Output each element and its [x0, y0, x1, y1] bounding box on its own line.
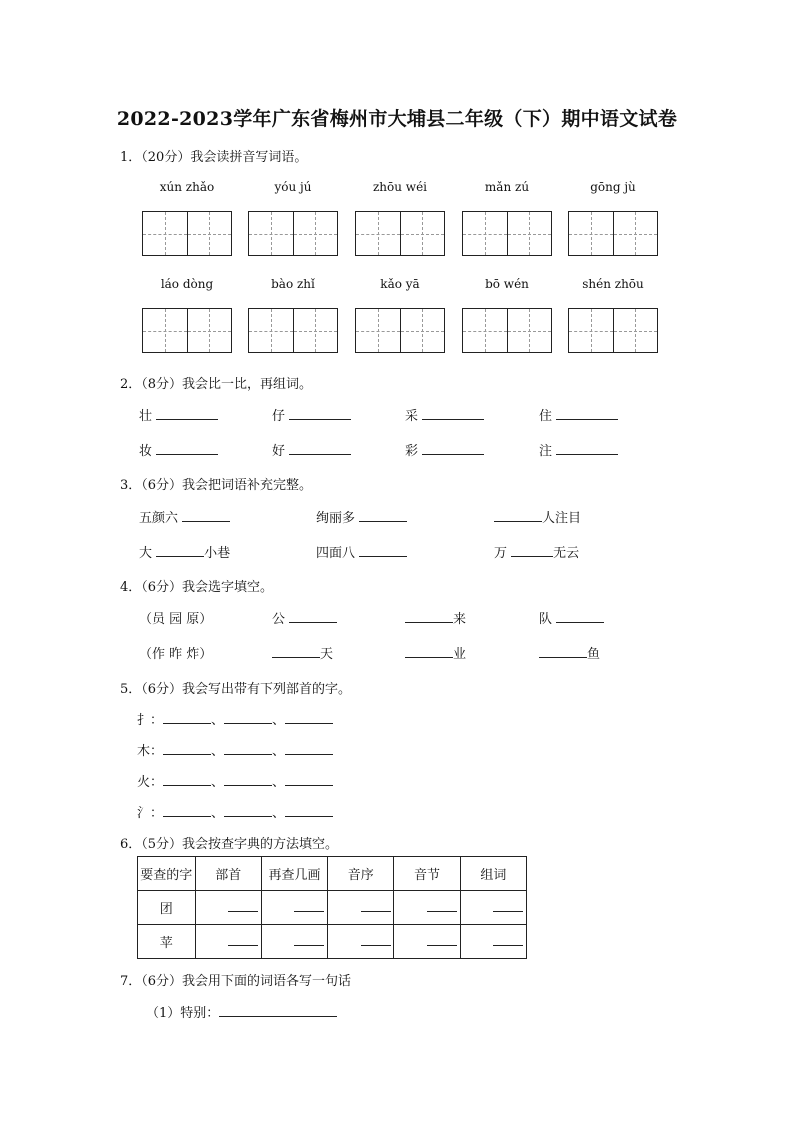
radical-label: 木： [137, 744, 164, 759]
options-label: （员 园 原） [139, 612, 213, 627]
writing-grid[interactable] [355, 308, 445, 353]
answer-blank[interactable] [224, 740, 272, 755]
answer-blank[interactable] [285, 802, 333, 817]
column-header: 音序 [328, 857, 394, 891]
answer-blank[interactable] [422, 405, 484, 420]
writing-grid[interactable] [142, 211, 232, 256]
answer-blank[interactable] [224, 709, 272, 724]
char-label: 壮 [139, 409, 153, 424]
pinyin-label: zhōu wéi [372, 180, 428, 194]
writing-grid[interactable] [142, 308, 232, 353]
answer-cell[interactable] [261, 891, 327, 925]
answer-blank[interactable] [156, 405, 218, 420]
char-label: 采 [405, 409, 419, 424]
question-6-header: 6．（5分）我会按查字典的方法填空。 [120, 837, 339, 852]
idiom-part: 大 [139, 546, 153, 561]
column-header: 部首 [195, 857, 261, 891]
table-row [138, 891, 527, 925]
question-2-header: 2．（8分）我会比一比，再组词。 [120, 377, 313, 392]
answer-blank[interactable] [556, 440, 618, 455]
answer-cell[interactable] [261, 925, 327, 959]
char-label: 队 [539, 612, 553, 627]
answer-blank[interactable] [539, 643, 587, 658]
answer-blank[interactable] [285, 740, 333, 755]
writing-grid[interactable] [568, 211, 658, 256]
answer-cell[interactable] [460, 925, 526, 959]
writing-grid[interactable] [462, 308, 552, 353]
idiom-part: 人注目 [542, 511, 582, 526]
idiom-part: 绚丽多 [316, 511, 356, 526]
char-label: 仔 [272, 409, 286, 424]
answer-cell[interactable] [195, 891, 261, 925]
answer-blank[interactable] [272, 643, 320, 658]
answer-blank[interactable] [219, 1002, 337, 1017]
separator: 、 [272, 713, 286, 728]
pinyin-label: láo dòng [160, 277, 214, 291]
separator: 、 [211, 713, 225, 728]
table-header-row [138, 857, 527, 891]
char-label: 鱼 [587, 647, 601, 662]
answer-cell[interactable] [460, 891, 526, 925]
answer-blank[interactable] [556, 405, 618, 420]
question-7-header: 7．（6分）我会用下面的词语各写一句话 [120, 974, 352, 989]
question-4-header: 4．（6分）我会选字填空。 [120, 580, 274, 595]
radical-label: 扌： [137, 713, 164, 728]
lookup-char: 苹 [138, 925, 196, 959]
answer-blank[interactable] [289, 405, 351, 420]
writing-grid[interactable] [248, 308, 338, 353]
answer-blank[interactable] [285, 709, 333, 724]
answer-blank[interactable] [163, 771, 211, 786]
answer-cell[interactable] [394, 925, 460, 959]
writing-grid[interactable] [355, 211, 445, 256]
idiom-part: 小巷 [204, 546, 231, 561]
pinyin-label: gōng jù [590, 180, 636, 194]
answer-blank[interactable] [289, 608, 337, 623]
idiom-part: 无云 [553, 546, 580, 561]
column-header: 再查几画 [261, 857, 327, 891]
answer-blank[interactable] [163, 802, 211, 817]
pinyin-label: xún zhǎo [159, 180, 215, 194]
question-5-header: 5．（6分）我会写出带有下列部首的字。 [120, 682, 352, 697]
idiom-part: 五颜六 [139, 511, 179, 526]
pinyin-label: yóu jú [274, 180, 312, 194]
char-label: 妆 [139, 444, 153, 459]
answer-cell[interactable] [195, 925, 261, 959]
char-label: 好 [272, 444, 286, 459]
char-label: 业 [453, 647, 467, 662]
page-title: 2022-2023学年广东省梅州市大埔县二年级（下）期中语文试卷 [116, 108, 678, 130]
column-header: 组词 [460, 857, 526, 891]
char-label: 公 [272, 612, 286, 627]
answer-blank[interactable] [224, 771, 272, 786]
question-3-header: 3．（6分）我会把词语补充完整。 [120, 478, 313, 493]
writing-grid[interactable] [248, 211, 338, 256]
answer-blank[interactable] [422, 440, 484, 455]
answer-blank[interactable] [359, 507, 407, 522]
separator: 、 [272, 806, 286, 821]
writing-grid[interactable] [568, 308, 658, 353]
answer-blank[interactable] [359, 542, 407, 557]
answer-blank[interactable] [156, 542, 204, 557]
answer-blank[interactable] [163, 709, 211, 724]
idiom-part: 万 [494, 546, 508, 561]
answer-blank[interactable] [156, 440, 218, 455]
answer-blank[interactable] [182, 507, 230, 522]
table-row [138, 925, 527, 959]
question-1-header: 1．（20分）我会读拼音写词语。 [120, 150, 308, 165]
writing-grid[interactable] [462, 211, 552, 256]
options-label: （作 昨 炸） [139, 647, 213, 662]
pinyin-label: bō wén [485, 277, 529, 291]
separator: 、 [211, 775, 225, 790]
char-label: 来 [453, 612, 467, 627]
separator: 、 [272, 744, 286, 759]
char-label: 天 [320, 647, 334, 662]
pinyin-label: kǎo yā [380, 277, 420, 291]
answer-cell[interactable] [328, 891, 394, 925]
answer-blank[interactable] [224, 802, 272, 817]
idiom-part: 四面八 [316, 546, 356, 561]
answer-blank[interactable] [289, 440, 351, 455]
answer-cell[interactable] [328, 925, 394, 959]
answer-blank[interactable] [405, 643, 453, 658]
lookup-char: 团 [138, 891, 196, 925]
dictionary-table [137, 856, 527, 959]
column-header: 要查的字 [138, 857, 196, 891]
char-label: 注 [539, 444, 553, 459]
sentence-prompt: （1）特别： [146, 1006, 220, 1021]
char-label: 彩 [405, 444, 419, 459]
pinyin-label: bào zhǐ [271, 277, 315, 291]
pinyin-label: shén zhōu [582, 277, 644, 291]
answer-blank[interactable] [285, 771, 333, 786]
radical-label: 氵： [137, 806, 164, 821]
column-header: 音节 [394, 857, 460, 891]
answer-blank[interactable] [556, 608, 604, 623]
pinyin-label: mǎn zú [484, 180, 530, 194]
answer-blank[interactable] [511, 542, 553, 557]
answer-cell[interactable] [394, 891, 460, 925]
separator: 、 [272, 775, 286, 790]
answer-blank[interactable] [405, 608, 453, 623]
answer-blank[interactable] [163, 740, 211, 755]
radical-label: 火： [137, 775, 164, 790]
char-label: 住 [539, 409, 553, 424]
answer-blank[interactable] [494, 507, 542, 522]
separator: 、 [211, 744, 225, 759]
separator: 、 [211, 806, 225, 821]
